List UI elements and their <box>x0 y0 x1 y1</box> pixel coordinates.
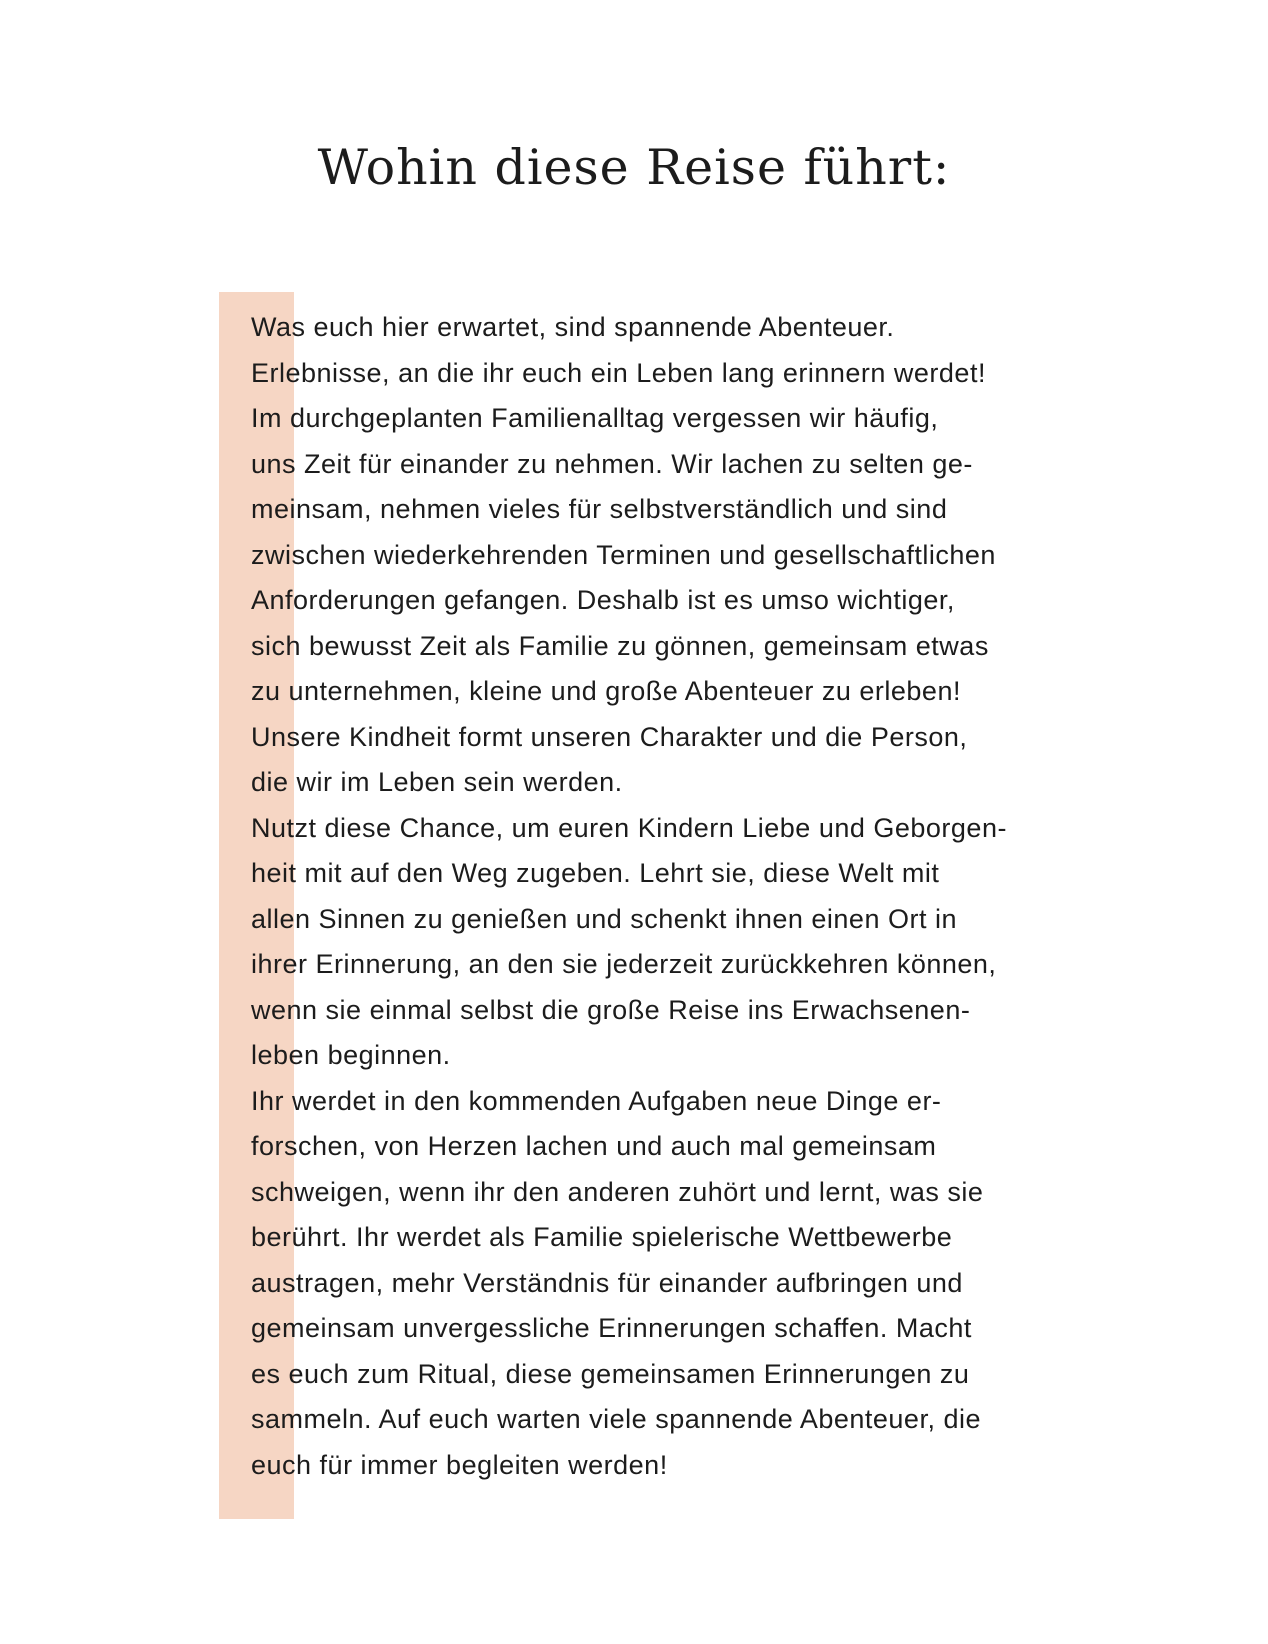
text-line: uns Zeit für einander zu nehmen. Wir lachen zu selten ge- <box>251 448 973 479</box>
text-line: Im durchgeplanten Familienalltag vergessen wir häufig, <box>251 403 939 433</box>
text-line: Ihr werdet in den kommenden Aufgaben neue Dinge er- <box>251 1085 942 1116</box>
text-line: leben beginnen. <box>251 1040 451 1070</box>
text-line: allen Sinnen zu genießen und schenkt ihnen einen Ort in <box>251 903 957 934</box>
text-line: austragen, mehr Verständnis für einander aufbringen und <box>251 1267 963 1298</box>
text-line: heit mit auf den Weg zugeben. Lehrt sie, diese Welt mit <box>251 858 940 888</box>
text-line: meinsam, nehmen vieles für selbstverständlich und sind <box>251 494 948 524</box>
body-text <box>251 305 1081 1488</box>
text-line: die wir im Leben sein werden. <box>251 767 623 797</box>
text-line: schweigen, wenn ihr den anderen zuhört und lernt, was sie <box>251 1176 984 1207</box>
text-line: Nutzt diese Chance, um euren Kindern Liebe und Geborgen- <box>251 812 1007 843</box>
text-line: Was euch hier erwartet, sind spannende Abenteuer. <box>251 312 895 342</box>
text-line: Anforderungen gefangen. Deshalb ist es umso wichtiger, <box>251 585 955 615</box>
text-line: sammeln. Auf euch warten viele spannende Abenteuer, die <box>251 1404 981 1434</box>
text-line: berührt. Ihr werdet als Familie spielerische Wettbewerbe <box>251 1222 953 1252</box>
text-line: zwischen wiederkehrenden Terminen und gesellschaftlichen <box>251 539 996 570</box>
page-title: Wohin diese Reise führt: <box>317 139 951 196</box>
text-line: ihrer Erinnerung, an den sie jederzeit zurückkehren können, <box>251 949 997 979</box>
text-line: Erlebnisse, an die ihr euch ein Leben lang erinnern werdet! <box>251 357 986 388</box>
text-line: Unsere Kindheit formt unseren Charakter und die Person, <box>251 721 968 752</box>
text-line: wenn sie einmal selbst die große Reise ins Erwachsenen- <box>251 994 971 1025</box>
text-line: gemeinsam unvergessliche Erinnerungen schaffen. Macht <box>251 1313 972 1343</box>
text-line: sich bewusst Zeit als Familie zu gönnen, gemeinsam etwas <box>251 630 989 661</box>
text-line: es euch zum Ritual, diese gemeinsamen Erinnerungen zu <box>251 1358 970 1389</box>
text-line: forschen, von Herzen lachen und auch mal gemeinsam <box>251 1131 937 1161</box>
text-line: zu unternehmen, kleine und große Abenteuer zu erleben! <box>251 676 961 706</box>
text-line: euch für immer begleiten werden! <box>251 1449 668 1480</box>
